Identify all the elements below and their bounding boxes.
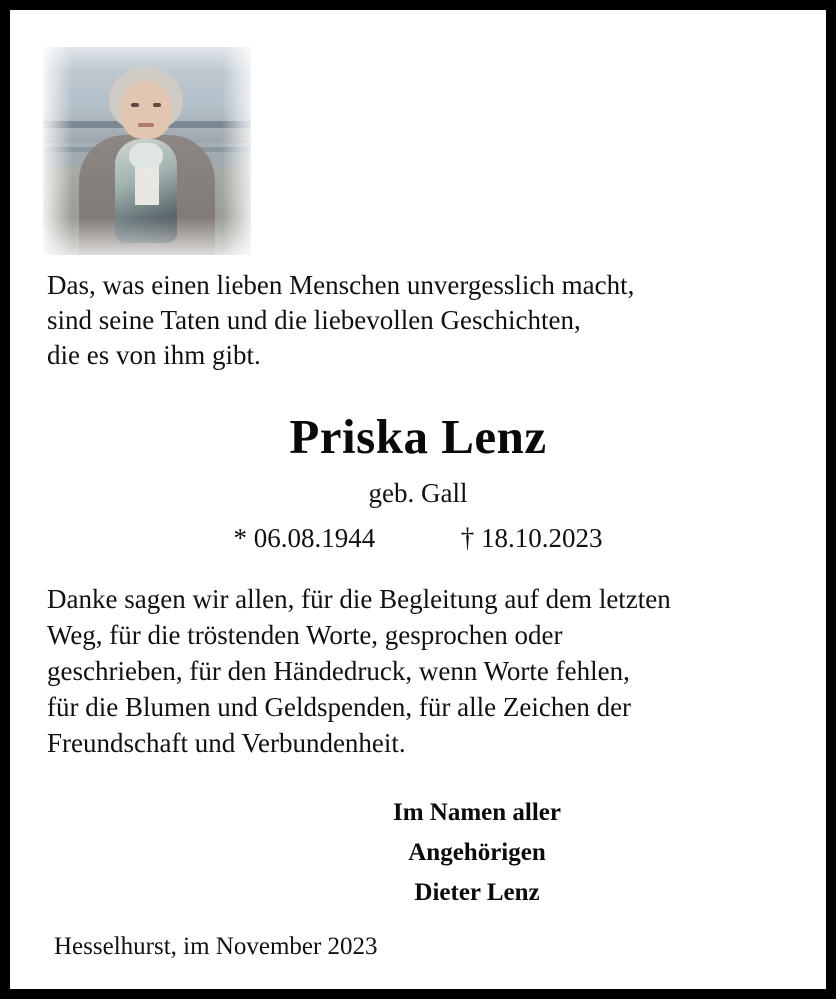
thanks-text [47,581,797,761]
death-date: † 18.10.2023 [460,523,603,553]
thanks-line: Danke sagen wir allen, für die Begleitung auf dem letzten [47,584,671,614]
thanks-line: Weg, für die tröstenden Worte, gesprochen oder [47,620,563,650]
place-and-date: Hesselhurst, im November 2023 [54,933,378,960]
signature-line: Dieter Lenz [414,879,540,906]
photo-vignette-fade [43,47,251,255]
obituary-card [10,10,826,989]
deceased-maiden-name: geb. Gall [368,478,468,508]
deceased-name: Priska Lenz [289,409,547,464]
thanks-line: Freundschaft und Verbundenheit. [47,728,406,758]
signature-line: Angehörigen [408,839,546,866]
birth-date: * 06.08.1944 [233,523,376,553]
verse-line: sind seine Taten und die liebevollen Geschichten, [47,305,581,335]
portrait-image [43,47,251,255]
verse-line: die es von ihm gibt. [47,340,261,370]
memorial-verse [47,268,787,373]
signature-line: Im Namen aller [392,799,562,826]
thanks-line: für die Blumen und Geldspenden, für alle Zeichen der [47,692,632,722]
life-dates [10,523,826,554]
portrait-photo [43,47,251,255]
verse-line: Das, was einen lieben Menschen unvergesslich macht, [47,270,635,300]
signature-block [10,793,826,913]
thanks-line: geschrieben, für den Händedruck, wenn Worte fehlen, [47,656,630,686]
